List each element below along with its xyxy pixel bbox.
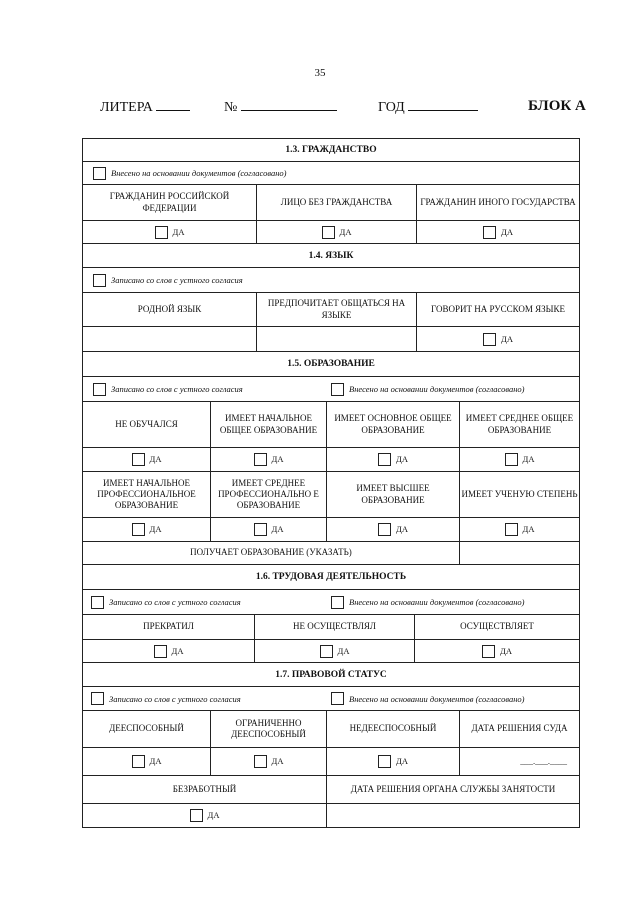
note-oral: Записано со слов с устного согласия bbox=[109, 597, 241, 607]
option-stateless: ЛИЦО БЕЗ ГРАЖДАНСТВА bbox=[257, 185, 417, 220]
option-capable: ДЕЕСПОСОБНЫЙ bbox=[83, 711, 211, 747]
yes-label: ДА bbox=[500, 645, 512, 656]
checkbox[interactable] bbox=[505, 523, 518, 536]
yes-check bbox=[460, 518, 579, 541]
option-speaks-russian: ГОВОРИТ НА РУССКОМ ЯЗЫКЕ bbox=[430, 303, 566, 314]
yes-check bbox=[417, 327, 579, 351]
yes-label: ДА bbox=[149, 524, 162, 535]
yes-check bbox=[460, 448, 579, 471]
native-language-input[interactable] bbox=[83, 327, 257, 351]
yes-label: ДА bbox=[149, 454, 162, 465]
yes-check bbox=[417, 221, 579, 243]
citizenship-options bbox=[83, 185, 579, 221]
checkbox[interactable] bbox=[482, 645, 495, 658]
checkbox[interactable] bbox=[132, 523, 145, 536]
yes-label: ДА bbox=[337, 645, 350, 656]
checkbox[interactable] bbox=[93, 167, 106, 180]
number-blank[interactable] bbox=[241, 98, 337, 111]
yes-check bbox=[415, 640, 579, 662]
note-oral: Записано со слов с устного согласия bbox=[111, 275, 243, 285]
language-note bbox=[83, 268, 579, 293]
checkbox[interactable] bbox=[331, 596, 344, 609]
page-number: 35 bbox=[314, 67, 326, 79]
section-title-legal: 1.7. ПРАВОВОЙ СТАТУС bbox=[83, 663, 579, 687]
yes-check bbox=[327, 448, 460, 471]
oral-note bbox=[83, 377, 331, 401]
checkbox[interactable] bbox=[93, 383, 106, 396]
option-never-worked: НЕ ОСУЩЕСТВЛЯЛ bbox=[255, 615, 415, 639]
language-options bbox=[83, 293, 579, 327]
option-russian-citizen: ГРАЖДАНИН РОССИЙСКОЙ ФЕДЕРАЦИИ bbox=[83, 185, 257, 220]
citizenship-checks bbox=[83, 221, 579, 244]
yes-label: ДА bbox=[339, 226, 352, 237]
yes-label: ДА bbox=[501, 226, 513, 237]
yes-label: ДА bbox=[207, 810, 220, 821]
option-primary-general: ИМЕЕТ НАЧАЛЬНОЕ ОБЩЕЕ ОБРАЗОВАНИЕ bbox=[211, 402, 327, 447]
checkbox[interactable] bbox=[254, 755, 267, 768]
work-notes bbox=[83, 590, 579, 615]
yes-label: ДА bbox=[396, 756, 408, 767]
docs-note bbox=[331, 377, 579, 401]
yes-check bbox=[211, 518, 327, 541]
note-oral: Записано со слов с устного согласия bbox=[111, 384, 243, 394]
court-decision-date-input[interactable]: ___.___.____ bbox=[520, 756, 567, 767]
receiving-education-label: ПОЛУЧАЕТ ОБРАЗОВАНИЕ (УКАЗАТЬ) bbox=[83, 542, 460, 564]
note-docs: Внесено на основании документов (согласовано) bbox=[111, 168, 287, 178]
checkbox[interactable] bbox=[190, 809, 203, 822]
option-secondary-vocational: ИМЕЕТ СРЕДНЕЕ ПРОФЕССИОНАЛЬНО Е ОБРАЗОВАНИЕ bbox=[211, 472, 327, 517]
oral-note bbox=[83, 687, 331, 710]
checkbox[interactable] bbox=[378, 755, 391, 768]
option-preferred-language: ПРЕДПОЧИТАЕТ ОБЩАТЬСЯ НА ЯЗЫКЕ bbox=[257, 293, 417, 326]
checkbox[interactable] bbox=[483, 333, 496, 346]
yes-check bbox=[83, 804, 327, 827]
section-title-education: 1.5. ОБРАЗОВАНИЕ bbox=[83, 352, 579, 377]
checkbox[interactable] bbox=[254, 453, 267, 466]
year-field bbox=[378, 98, 478, 116]
block-label: БЛОК А bbox=[528, 98, 586, 114]
yes-label: ДА bbox=[172, 226, 185, 237]
unemployed-label: БЕЗРАБОТНЫЙ bbox=[83, 776, 327, 803]
checkbox[interactable] bbox=[132, 453, 145, 466]
court-decision-date-label: ДАТА РЕШЕНИЯ СУДА bbox=[471, 723, 568, 734]
docs-note bbox=[331, 590, 579, 614]
option-basic-general: ИМЕЕТ ОСНОВНОЕ ОБЩЕЕ ОБРАЗОВАНИЕ bbox=[327, 402, 460, 447]
checkbox[interactable] bbox=[378, 523, 391, 536]
checkbox[interactable] bbox=[254, 523, 267, 536]
yes-label: ДА bbox=[522, 454, 535, 465]
citizenship-note bbox=[83, 162, 579, 185]
checkbox[interactable] bbox=[483, 226, 496, 239]
checkbox[interactable] bbox=[93, 274, 106, 287]
yes-label: ДА bbox=[501, 333, 513, 344]
yes-label: ДА bbox=[271, 454, 284, 465]
checkbox[interactable] bbox=[132, 755, 145, 768]
yes-check bbox=[327, 518, 460, 541]
yes-check bbox=[211, 748, 327, 775]
education-checks-1 bbox=[83, 448, 579, 472]
option-working: ОСУЩЕСТВЛЯЕТ bbox=[460, 621, 534, 632]
year-blank[interactable] bbox=[408, 98, 478, 111]
employment-labels bbox=[83, 776, 579, 804]
yes-check bbox=[83, 748, 211, 775]
section-title-language: 1.4. ЯЗЫК bbox=[83, 244, 579, 268]
form-table bbox=[82, 138, 580, 828]
yes-label: ДА bbox=[271, 524, 284, 535]
checkbox[interactable] bbox=[320, 645, 333, 658]
education-options-1 bbox=[83, 402, 579, 448]
option-incapable: НЕДЕЕСПОСОБНЫЙ bbox=[327, 711, 460, 747]
education-receiving bbox=[83, 542, 579, 565]
litera-field bbox=[100, 98, 190, 116]
yes-check bbox=[83, 221, 257, 243]
yes-check bbox=[211, 448, 327, 471]
note-docs: Внесено на основании документов (согласовано) bbox=[349, 597, 525, 607]
work-options bbox=[83, 615, 579, 640]
yes-check bbox=[83, 518, 211, 541]
litera-blank[interactable] bbox=[156, 98, 190, 111]
legal-checks bbox=[83, 748, 579, 776]
yes-label: ДА bbox=[171, 645, 184, 656]
option-academic-degree: ИМЕЕТ УЧЕНУЮ СТЕПЕНЬ bbox=[461, 488, 578, 499]
checkbox[interactable] bbox=[91, 596, 104, 609]
option-native-language: РОДНОЙ ЯЗЫК bbox=[83, 293, 257, 326]
yes-check bbox=[83, 448, 211, 471]
number-field bbox=[224, 98, 337, 116]
employment-decision-date-input[interactable] bbox=[327, 804, 579, 827]
number-label: № bbox=[224, 100, 238, 115]
option-stopped: ПРЕКРАТИЛ bbox=[83, 615, 255, 639]
option-foreign-citizen: ГРАЖДАНИН ИНОГО ГОСУДАРСТВА bbox=[420, 196, 576, 207]
yes-label: ДА bbox=[149, 756, 162, 767]
checkbox[interactable] bbox=[322, 226, 335, 239]
yes-check bbox=[327, 748, 460, 775]
checkbox[interactable] bbox=[505, 453, 518, 466]
checkbox[interactable] bbox=[331, 383, 344, 396]
checkbox[interactable] bbox=[331, 692, 344, 705]
note-docs: Внесено на основании документов (согласовано) bbox=[349, 693, 525, 704]
yes-check bbox=[257, 221, 417, 243]
yes-check bbox=[83, 640, 255, 662]
yes-check bbox=[255, 640, 415, 662]
section-title-citizenship: 1.3. ГРАЖДАНСТВО bbox=[83, 139, 579, 162]
checkbox[interactable] bbox=[155, 226, 168, 239]
receiving-education-input[interactable] bbox=[460, 542, 579, 564]
oral-note bbox=[83, 590, 331, 614]
legal-options bbox=[83, 711, 579, 748]
docs-note bbox=[331, 687, 579, 710]
language-checks bbox=[83, 327, 579, 352]
legal-notes bbox=[83, 687, 579, 711]
yes-label: ДА bbox=[522, 524, 535, 535]
checkbox[interactable] bbox=[91, 692, 104, 705]
year-label: ГОД bbox=[378, 100, 405, 115]
yes-label: ДА bbox=[396, 454, 408, 465]
employment-decision-date-label: ДАТА РЕШЕНИЯ ОРГАНА СЛУЖБЫ ЗАНЯТОСТИ bbox=[350, 783, 556, 794]
yes-label: ДА bbox=[396, 524, 408, 535]
education-notes bbox=[83, 377, 579, 402]
employment-checks bbox=[83, 804, 579, 828]
option-no-education: НЕ ОБУЧАЛСЯ bbox=[83, 402, 211, 447]
option-secondary-general: ИМЕЕТ СРЕДНЕЕ ОБЩЕЕ ОБРАЗОВАНИЕ bbox=[465, 413, 574, 435]
yes-label: ДА bbox=[271, 756, 284, 767]
education-checks-2 bbox=[83, 518, 579, 542]
checkbox[interactable] bbox=[378, 453, 391, 466]
section-title-work: 1.6. ТРУДОВАЯ ДЕЯТЕЛЬНОСТЬ bbox=[83, 565, 579, 590]
option-limited-capable: ОГРАНИЧЕННО ДЕЕСПОСОБНЫЙ bbox=[211, 711, 327, 747]
education-options-2 bbox=[83, 472, 579, 518]
litera-label: ЛИТЕРА bbox=[100, 100, 153, 115]
note-docs: Внесено на основании документов (согласовано) bbox=[349, 384, 525, 394]
work-checks bbox=[83, 640, 579, 663]
option-higher: ИМЕЕТ ВЫСШЕЕ ОБРАЗОВАНИЕ bbox=[327, 472, 460, 517]
checkbox[interactable] bbox=[154, 645, 167, 658]
option-primary-vocational: ИМЕЕТ НАЧАЛЬНОЕ ПРОФЕССИОНАЛЬНОЕ ОБРАЗОВАНИЕ bbox=[83, 472, 211, 517]
note-oral: Записано со слов с устного согласия bbox=[109, 693, 241, 704]
preferred-language-input[interactable] bbox=[257, 327, 417, 351]
